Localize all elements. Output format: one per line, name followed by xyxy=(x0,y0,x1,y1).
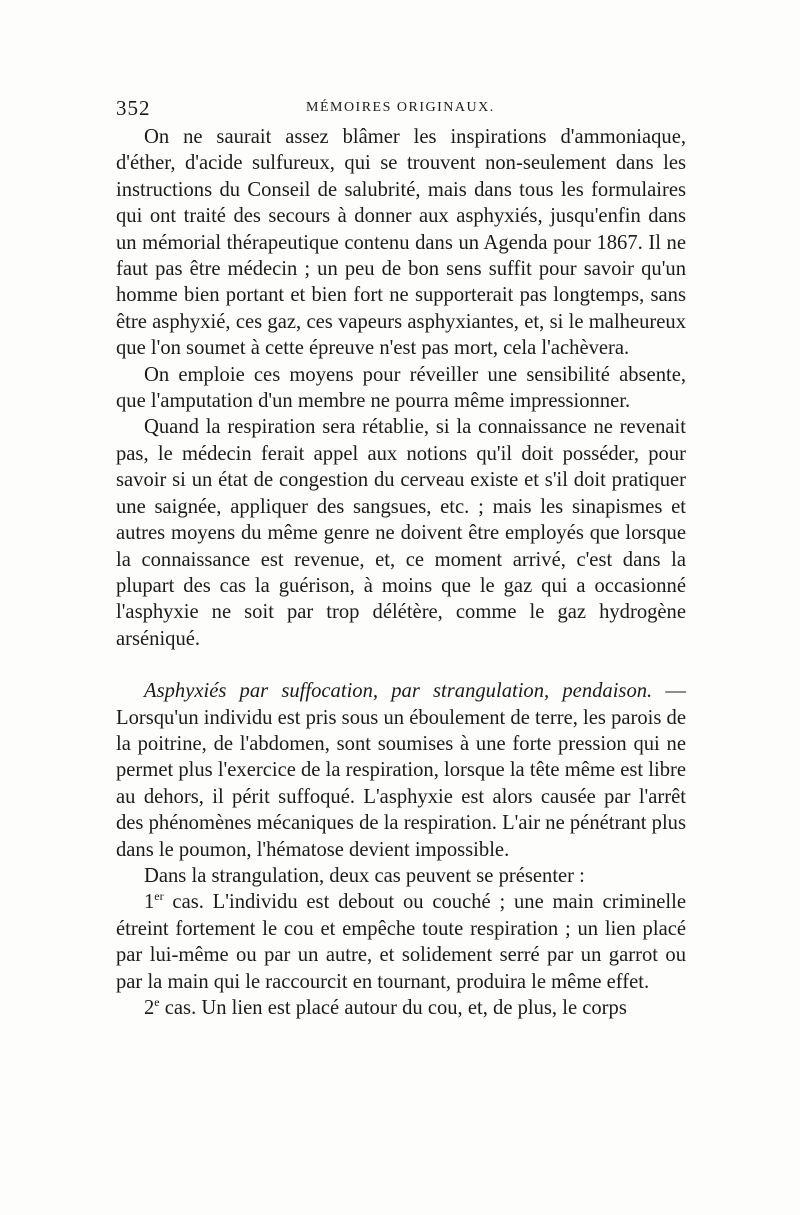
running-head xyxy=(116,96,686,120)
paragraph-strangulation: Dans la strangulation, deux cas peuvent se présenter : xyxy=(144,864,585,887)
paragraph-respiration-restored: Quand la respiration sera rétablie, si la connaissance ne revenait pas, le médecin ferait appel aux notions qu'il doit posséder, pour savoir si un état de congestion du cerveau existe et s'il doit pratiquer une saignée, appliquer des sangsues, etc. ; mais les sinapismes et autres moyens du même genre ne doivent être employés que lorsque la connaissance est revenue, et, ce moment arrivé, c'est dans la plupart des cas la guérison, à moins que le gaz qui a occasionné l'asphyxie ne soit par trop délétère, comme le gaz hydrogène arséniqué. xyxy=(116,416,686,650)
case-number: 1 xyxy=(144,891,155,914)
case-label: cas. xyxy=(159,997,197,1019)
paragraph-suffocation-text: — Lorsqu'un individu est pris sous un éboulement de terre, les parois de la poitrine, de l'abdomen, sont soumises à une forte pression qui ne permet plus l'exercice de la respiration, lorsque la tête même est libre au dehors, il périt suffoqué. L'asphyxie est alors causée par l'arrêt des phénomènes mécaniques de la respiration. L'air ne pénétrant plus dans le poumon, l'hématose devient impossible. xyxy=(116,680,686,861)
case-text: L'individu est debout ou couché ; une main criminelle étreint fortement le cou et empêche toute respiration ; un lien placé par lui-même ou par un autre, et solidement serré par un garrot ou par la main qui le raccourcit en tournant, produira le même effet. xyxy=(116,891,686,993)
case-item-2 xyxy=(116,995,686,1021)
case-ordinal-suffix: er xyxy=(154,889,164,904)
paragraph-ammonia-inhalations: On ne saurait assez blâmer les inspirations d'ammoniaque, d'éther, d'acide sulfureux, qui se trouvent non-seulement dans les instructions du Conseil de salubrité, mais dans tous les formulaires qui ont traité des secours à donner aux asphyxiés, jusqu'enfin dans un mémorial thérapeutique contenu dans un Agenda pour 1867. Il ne faut pas être médecin ; un peu de bon sens suffit pour savoir qu'un homme bien portant et bien fort ne supporterait pas longtemps, sans être asphyxié, ces gaz, ces vapeurs asphyxiantes, et, si le malheureux que l'on soumet à cette épreuve n'est pas mort, cela l'achèvera. xyxy=(116,126,686,360)
case-ordinal-suffix: e xyxy=(154,995,160,1009)
case-label: cas. xyxy=(163,891,204,914)
paragraph-suffocation xyxy=(116,678,686,863)
journal-title: MÉMOIRES ORIGINAUX. xyxy=(306,100,495,115)
case-item-1 xyxy=(116,889,686,995)
case-number: 2 xyxy=(144,997,155,1019)
case-text: Un lien est placé autour du cou, et, de plus, le corps xyxy=(196,997,627,1019)
section-heading-suffocation: Asphyxiés par suffocation, par strangulation, pendaison. xyxy=(144,680,653,703)
body-text xyxy=(116,124,686,1021)
paragraph-sensibility: On emploie ces moyens pour réveiller une sensibilité absente, que l'amputation d'un membre ne pourra même impressionner. xyxy=(116,363,686,413)
page-number: 352 xyxy=(116,96,151,120)
